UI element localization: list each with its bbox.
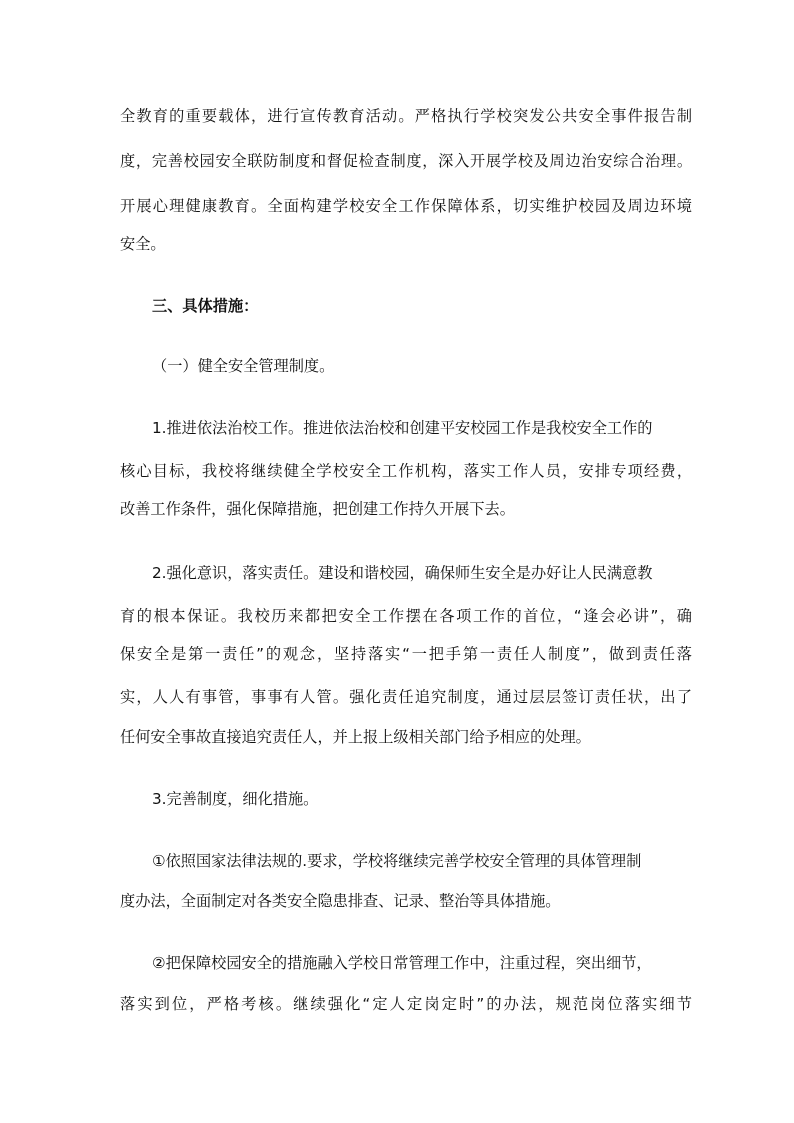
- paragraph-line: 2.强化意识，落实责任。建设和谐校园，确保师生安全是办好让人民满意教: [152, 564, 653, 582]
- paragraph-line: 保安全是第一责任”的观念，坚持落实“一把手第一责任人制度”，做到责任落: [120, 645, 692, 663]
- paragraph-line: 1.推进依法治校工作。推进依法治校和创建平安校园工作是我校安全工作的: [152, 419, 653, 437]
- subsection-heading: （一）健全安全管理制度。: [152, 357, 335, 375]
- paragraph-line: 核心目标，我校将继续健全学校安全工作机构，落实工作人员，安排专项经费，: [120, 462, 692, 480]
- paragraph-line: 实，人人有事管，事事有人管。强化责任追究制度，通过层层签订责任状，出了: [120, 688, 692, 706]
- paragraph-line: 落实到位，严格考核。继续强化“定人定岗定时”的办法，规范岗位落实细节: [120, 995, 692, 1013]
- paragraph-line: 度办法，全面制定对各类安全隐患排查、记录、整治等具体措施。: [120, 892, 561, 910]
- paragraph-line: ②把保障校园安全的措施融入学校日常管理工作中，注重过程，突出细节，: [152, 954, 652, 972]
- paragraph-line: 任何安全事故直接追究责任人，并上报上级相关部门给予相应的处理。: [120, 728, 591, 746]
- paragraph-line: 3.完善制度，细化措施。: [152, 790, 319, 808]
- paragraph-line: 开展心理健康教育。全面构建学校安全工作保障体系，切实维护校园及周边环境: [120, 197, 692, 215]
- paragraph-line: 改善工作条件，强化保障措施，把创建工作持久开展下去。: [120, 500, 515, 518]
- paragraph-line: ①依照国家法律法规的.要求，学校将继续完善学校安全管理的具体管理制: [152, 852, 642, 870]
- paragraph-line: 安全。: [120, 235, 166, 253]
- paragraph-line: 育的根本保证。我校历来都把安全工作摆在各项工作的首位，“逢会必讲”，确: [120, 607, 692, 625]
- paragraph-line: 度，完善校园安全联防制度和督促检查制度，深入开展学校及周边治安综合治理。: [120, 152, 692, 170]
- section-heading: 三、具体措施：: [152, 297, 259, 315]
- paragraph-line: 全教育的重要载体，进行宣传教育活动。严格执行学校突发公共安全事件报告制: [120, 107, 692, 125]
